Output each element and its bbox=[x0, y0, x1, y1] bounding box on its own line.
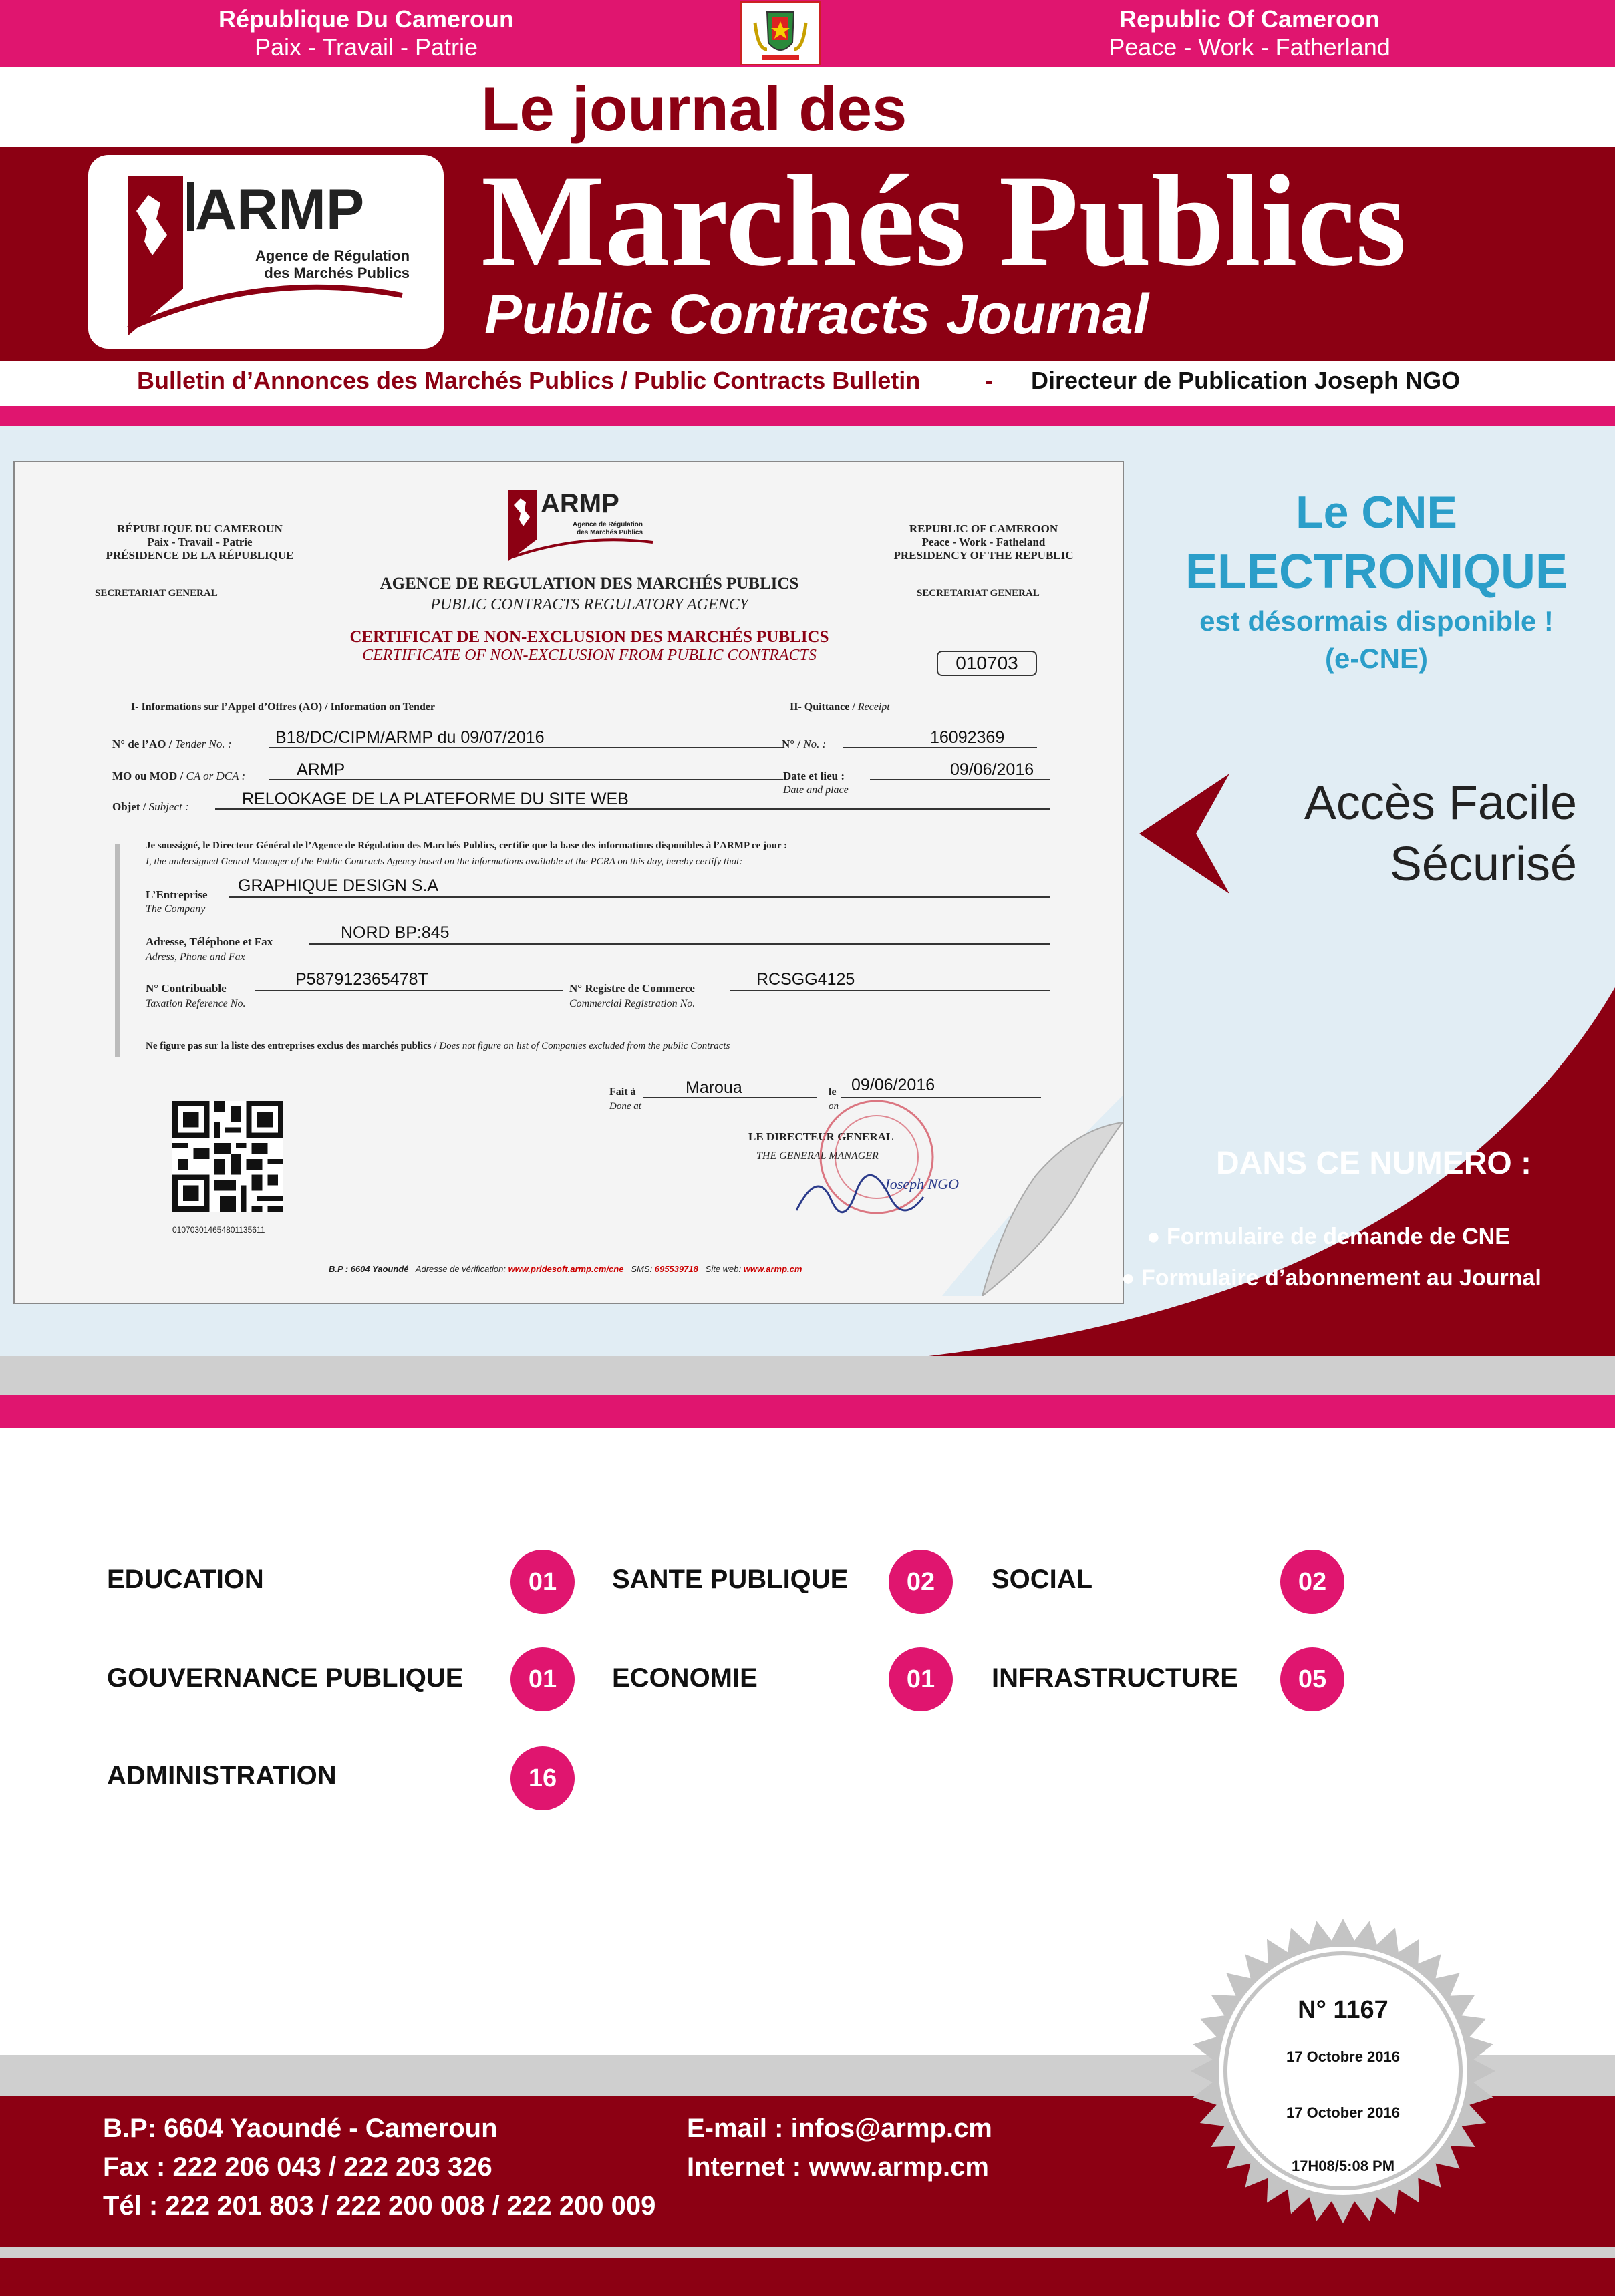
cert-rc-line bbox=[730, 990, 1050, 991]
cert-no-label bbox=[782, 737, 826, 751]
cert-fait-value: Maroua bbox=[686, 1078, 742, 1097]
issue-number: N° 1167 bbox=[1298, 1996, 1388, 2024]
cert-company-label-en: The Company bbox=[146, 903, 206, 915]
section-label-education[interactable]: EDUCATION bbox=[107, 1565, 264, 1594]
cert-objet-line bbox=[215, 808, 1050, 810]
footer-email[interactable]: E-mail : infos@armp.cm bbox=[687, 2114, 992, 2143]
cert-title-fr: CERTIFICAT DE NON-EXCLUSION DES MARCHÉS PUBLICS bbox=[349, 628, 829, 646]
promo-line3: est désormais disponible ! bbox=[1199, 605, 1554, 637]
pink-divider-2 bbox=[0, 1395, 1615, 1428]
cert-date-value: 09/06/2016 bbox=[950, 760, 1034, 779]
cert-tax-value: P587912365478T bbox=[295, 970, 428, 989]
cert-date-label-en: Date and place bbox=[783, 784, 849, 796]
cert-left-head1: RÉPUBLIQUE DU CAMEROUN bbox=[117, 522, 283, 535]
cert-address-value: NORD BP:845 bbox=[341, 923, 450, 942]
cert-section2-fr: II- Quittance / bbox=[790, 701, 855, 713]
promo-acces1: Accès Facile bbox=[1304, 776, 1577, 830]
section-count-economie: 01 bbox=[889, 1647, 953, 1711]
footer-tel: Tél : 222 201 803 / 222 200 008 / 222 200 009 bbox=[103, 2191, 656, 2221]
cert-certify-en: I, the undersigned Genral Manager of the Public Contracts Agency based on the informations available at the PCRA on this day, hereby certify that: bbox=[146, 856, 743, 867]
armp-logo bbox=[88, 155, 444, 349]
header-fr-motto: Paix - Travail - Patrie bbox=[254, 33, 478, 61]
cert-right-head1: REPUBLIC OF CAMEROON bbox=[909, 522, 1058, 535]
cert-address-label: Adresse, Téléphone et Fax bbox=[146, 935, 273, 948]
section-label-social[interactable]: SOCIAL bbox=[992, 1565, 1093, 1594]
section-count-sante-publique: 02 bbox=[889, 1550, 953, 1614]
masthead-pretitle: Le journal des bbox=[481, 73, 907, 144]
cert-logo-sub1: Agence de Régulation bbox=[573, 521, 643, 528]
cert-not-excluded bbox=[146, 1041, 730, 1052]
footer-bp: B.P: 6604 Yaoundé - Cameroun bbox=[103, 2114, 498, 2143]
cert-stamp-signature bbox=[776, 1097, 970, 1237]
cert-ao-label-fr: N° de l’AO / bbox=[112, 737, 172, 750]
cert-footer-bp: B.P : 6604 Yaoundé bbox=[329, 1264, 409, 1274]
cert-rc-value: RCSGG4125 bbox=[756, 970, 855, 989]
cert-logo-sub2: des Marchés Publics bbox=[577, 529, 643, 536]
pink-divider bbox=[0, 406, 1615, 426]
qr-code-icon bbox=[172, 1101, 283, 1212]
cert-logo-sub bbox=[573, 521, 643, 537]
bulletin-row bbox=[0, 364, 1615, 397]
cert-footer-verif-url: www.pridesoft.armp.cm/cne bbox=[508, 1264, 624, 1274]
logo-armp-sub bbox=[255, 247, 410, 282]
cert-objet-label-fr: Objet / bbox=[112, 800, 146, 813]
cert-no-value: 16092369 bbox=[930, 728, 1005, 747]
cert-right-head4: SECRETARIAT GENERAL bbox=[917, 588, 1040, 599]
cert-le-value: 09/06/2016 bbox=[851, 1076, 935, 1094]
header-en-country: Republic Of Cameroon bbox=[1119, 5, 1380, 33]
cert-date-label: Date et lieu : bbox=[783, 770, 845, 782]
cert-address-line bbox=[309, 943, 1050, 945]
cert-objet-label-en: Subject : bbox=[148, 800, 189, 813]
cert-title-en: CERTIFICATE OF NON-EXCLUSION FROM PUBLIC CONTRACTS bbox=[362, 647, 817, 664]
issue-time: 17H08/5:08 PM bbox=[1291, 2158, 1395, 2174]
cert-left-head4: SECRETARIAT GENERAL bbox=[95, 588, 218, 599]
promo-line1: Le CNE bbox=[1296, 487, 1457, 538]
footer-fax: Fax : 222 206 043 / 222 203 326 bbox=[103, 2152, 492, 2182]
in-this-issue-title: DANS CE NUMERO : bbox=[1216, 1146, 1532, 1181]
section-label-administration[interactable]: ADMINISTRATION bbox=[107, 1761, 337, 1790]
cert-agency-en: PUBLIC CONTRACTS REGULATORY AGENCY bbox=[430, 596, 748, 613]
issue-bullet-2: ● Formulaire d’abonnement au Journal bbox=[1121, 1265, 1541, 1291]
cert-logo-text: ARMP bbox=[541, 489, 619, 518]
cert-date-line bbox=[870, 779, 1050, 780]
publication-director: Directeur de Publication Joseph NGO bbox=[1031, 367, 1461, 394]
cert-left-head bbox=[90, 522, 310, 562]
cert-mo-label-en: CA or DCA : bbox=[186, 770, 246, 782]
page-curl-icon bbox=[942, 1096, 1129, 1296]
section-label-infrastructure[interactable]: INFRASTRUCTURE bbox=[992, 1663, 1238, 1693]
cert-side-bar bbox=[115, 844, 120, 1057]
logo-sub-line1: Agence de Régulation bbox=[255, 247, 410, 264]
logo-sub-line2: des Marchés Publics bbox=[264, 265, 410, 281]
cert-section1-title: I- Informations sur l’Appel d’Offres (AO) / Information on Tender bbox=[131, 701, 435, 713]
cert-footer bbox=[329, 1264, 802, 1274]
issue-bullet-2-text: Formulaire d’abonnement au Journal bbox=[1141, 1265, 1541, 1291]
cert-dg-fr: LE DIRECTEUR GENERAL bbox=[748, 1130, 894, 1143]
issue-bullet-1: ● Formulaire de demande de CNE bbox=[1147, 1224, 1510, 1249]
footer-internet[interactable]: Internet : www.armp.cm bbox=[687, 2152, 989, 2182]
cert-company-value: GRAPHIQUE DESIGN S.A bbox=[238, 876, 439, 895]
cert-company-line bbox=[229, 896, 1050, 898]
cert-no-label-en: No. : bbox=[803, 737, 827, 750]
cert-fait-label: Fait à bbox=[609, 1086, 636, 1098]
section-label-gouvernance[interactable]: GOUVERNANCE PUBLIQUE bbox=[107, 1663, 464, 1693]
cert-left-head3: PRÉSIDENCE DE LA RÉPUBLIQUE bbox=[106, 549, 294, 562]
cert-ao-label-en: Tender No. : bbox=[174, 737, 232, 750]
issue-bullet-1-text: Formulaire de demande de CNE bbox=[1166, 1224, 1510, 1249]
cert-section2-title bbox=[790, 701, 890, 713]
cert-fait-label-en: Done at bbox=[609, 1101, 641, 1112]
cert-objet-value: RELOOKAGE DE LA PLATEFORME DU SITE WEB bbox=[242, 790, 629, 808]
cert-signature-name: Joseph NGO bbox=[883, 1176, 960, 1192]
cert-ao-value: B18/DC/CIPM/ARMP du 09/07/2016 bbox=[275, 728, 545, 747]
cert-footer-verif-label: Adresse de vérification: bbox=[415, 1264, 506, 1274]
cert-rc-label: N° Registre de Commerce bbox=[569, 982, 695, 995]
header-fr-country: République Du Cameroun bbox=[218, 5, 515, 33]
masthead-title: Marchés Publics bbox=[481, 148, 1407, 293]
cert-ao-line bbox=[269, 747, 783, 748]
logo-armp-text: ARMP bbox=[195, 178, 365, 242]
promo-line4: (e-CNE) bbox=[1325, 643, 1428, 674]
section-count-administration: 16 bbox=[510, 1746, 575, 1810]
cert-certify-fr: Je soussigné, le Directeur Général de l’Agence de Régulation des Marchés Publics, certifie que la base des informations disponibles à l’ARMP ce jour : bbox=[146, 840, 788, 851]
cert-mo-label-fr: MO ou MOD / bbox=[112, 770, 184, 782]
cert-number: 010703 bbox=[937, 651, 1037, 676]
issue-date-en: 17 October 2016 bbox=[1286, 2104, 1400, 2121]
cert-not-excluded-en: Does not figure on list of Companies excluded from the public Contracts bbox=[439, 1041, 730, 1051]
section-count-gouvernance: 01 bbox=[510, 1647, 575, 1711]
issue-badge bbox=[1189, 1917, 1497, 2225]
cert-ao-label bbox=[112, 737, 232, 751]
bulletin-title: Bulletin d’Annonces des Marchés Publics / Public Contracts Bulletin bbox=[137, 367, 921, 394]
header-french bbox=[99, 5, 633, 61]
cert-company-label: L’Entreprise bbox=[146, 888, 208, 901]
section-count-social: 02 bbox=[1280, 1550, 1344, 1614]
header-en-motto: Peace - Work - Fatherland bbox=[1109, 33, 1390, 61]
cert-le-label: le bbox=[829, 1086, 837, 1098]
cert-footer-sms: 695539718 bbox=[654, 1264, 698, 1274]
section-label-economie[interactable]: ECONOMIE bbox=[612, 1663, 758, 1693]
cert-mo-line bbox=[269, 779, 783, 780]
cert-mo-value: ARMP bbox=[297, 760, 345, 779]
grey-divider bbox=[0, 1356, 1615, 1395]
qr-code-number: 010703014654801135611 bbox=[172, 1225, 265, 1235]
cert-tax-line bbox=[255, 990, 563, 991]
cert-mo-label bbox=[112, 770, 245, 783]
cert-dg-en: THE GENERAL MANAGER bbox=[756, 1150, 879, 1162]
promo-acces2: Sécurisé bbox=[1389, 838, 1577, 891]
cert-footer-sms-label: SMS: bbox=[631, 1264, 653, 1274]
section-count-infrastructure: 05 bbox=[1280, 1647, 1344, 1711]
header-english bbox=[982, 5, 1517, 61]
footer-bottom-band bbox=[0, 2258, 1615, 2296]
cert-no-label-fr: N° / bbox=[782, 737, 801, 750]
section-label-sante-publique[interactable]: SANTE PUBLIQUE bbox=[612, 1565, 849, 1594]
cert-agency-fr: AGENCE DE REGULATION DES MARCHÉS PUBLICS bbox=[380, 575, 799, 593]
coat-of-arms-icon bbox=[740, 1, 821, 65]
cert-objet-label bbox=[112, 800, 189, 814]
footer-grey-thin bbox=[0, 2247, 1615, 2258]
cert-right-head3: PRESIDENCY OF THE REPUBLIC bbox=[893, 549, 1074, 562]
cert-tax-label: N° Contribuable bbox=[146, 982, 227, 995]
cert-tax-label-en: Taxation Reference No. bbox=[146, 998, 246, 1009]
issue-badge-seal-icon bbox=[1189, 1917, 1497, 2225]
masthead-subtitle: Public Contracts Journal bbox=[484, 283, 1149, 345]
promo-line2: ELECTRONIQUE bbox=[1185, 545, 1568, 599]
cert-armp-logo bbox=[506, 486, 659, 566]
cert-address-label-en: Adress, Phone and Fax bbox=[146, 951, 245, 963]
cert-not-excluded-fr: Ne figure pas sur la liste des entreprises exclus des marchés publics / bbox=[146, 1041, 437, 1051]
cert-right-head bbox=[883, 522, 1084, 562]
cert-left-head2: Paix - Travail - Patrie bbox=[147, 536, 253, 548]
cert-on-label: on bbox=[829, 1101, 839, 1112]
cert-no-line bbox=[843, 747, 1037, 748]
cert-right-head2: Peace - Work - Fatheland bbox=[921, 536, 1046, 548]
issue-date-fr: 17 Octobre 2016 bbox=[1286, 2048, 1400, 2065]
cert-section2-en: Receipt bbox=[857, 701, 890, 713]
bulletin-separator: - bbox=[985, 367, 993, 394]
cert-footer-web-label: Site web: bbox=[705, 1264, 742, 1274]
cert-rc-label-en: Commercial Registration No. bbox=[569, 998, 696, 1009]
cert-footer-web: www.armp.cm bbox=[743, 1264, 802, 1274]
section-count-education: 01 bbox=[510, 1550, 575, 1614]
